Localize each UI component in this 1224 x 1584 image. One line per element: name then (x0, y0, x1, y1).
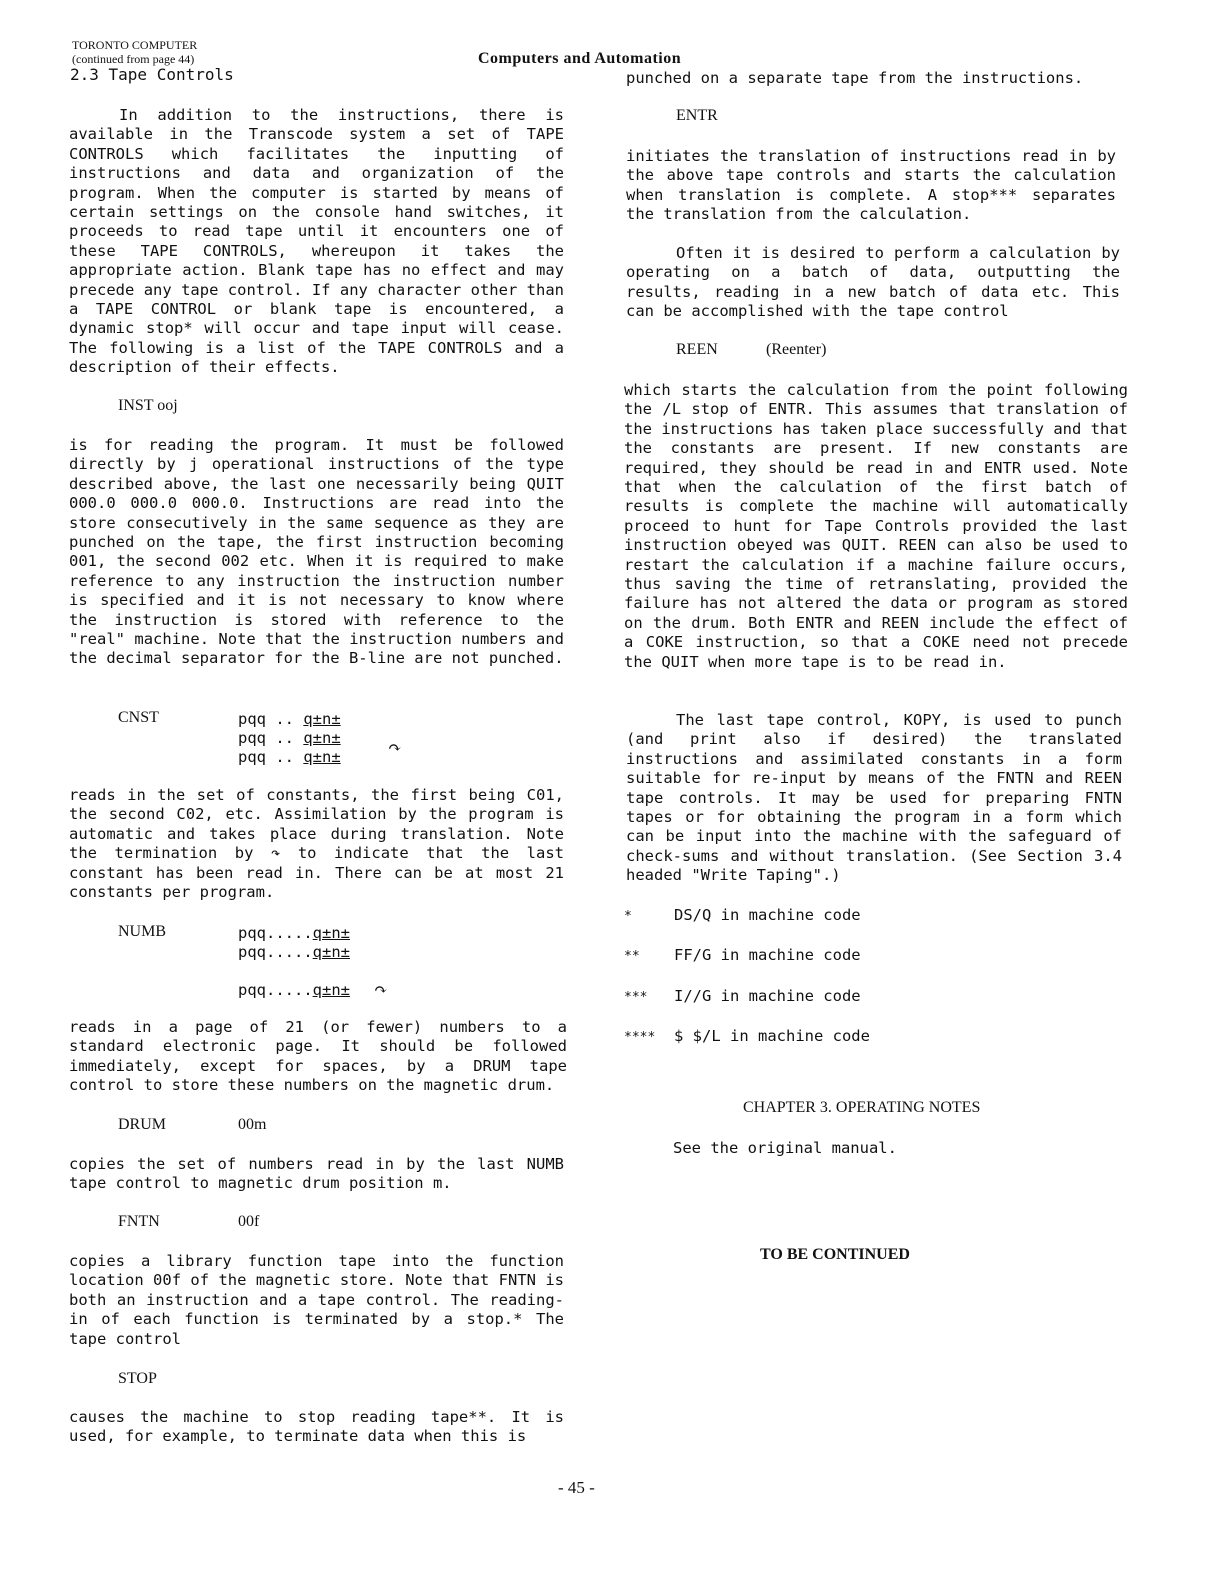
numb-lines (238, 924, 387, 1000)
numb-line: pqq..... (238, 924, 313, 942)
running-head-title: TORONTO COMPUTER (72, 38, 198, 52)
footnote-mark: ** (624, 949, 640, 965)
inst-code: INST ooj (118, 397, 178, 414)
numb-line: pqq..... (238, 981, 313, 999)
paragraph-batch: Often it is desired to perform a calculation by operating on a batch of data, outputting the results, reading in a new batch of data etc. This can be accomplished with the tape control (626, 244, 1120, 321)
footnote-mark: *** (624, 989, 648, 1005)
journal-title: Computers and Automation (478, 50, 682, 67)
footnote-mark: * (624, 909, 632, 924)
footnote (624, 1027, 870, 1047)
footnote-text: I//G in machine code (674, 986, 861, 1005)
paragraph-inst: is for reading the program. It must be followed directly by j operational instructions of the type described above, the last one necessarily being QUIT 000.0 000.0 000.0. Instructions are read into the store consecutively in the same sequence as they are punched on the tape, the first instruction becoming 001, the second 002 etc. When it is required to make reference to any instruction the instruction number is specified and it is not necessary to know where the instruction is stored with reference to the "real" machine. Note that the instruction numbers and the decimal separator for the B-line are not punched. (69, 436, 564, 668)
footnote (624, 946, 870, 966)
paragraph-cnst: reads in the set of constants, the first being C01, the second C02, etc. Assimilation by the program is automatic and takes place during translation. Note the termination by ↷ to indicate that the last constant has been read in. There can be at most 21 constants per program. (69, 786, 564, 902)
cnst-tail: q±n± (303, 710, 341, 728)
drum-arg: 00m (238, 1116, 267, 1133)
numb-tail: q±n± (312, 924, 350, 942)
cnst-line: pqq .. (238, 710, 304, 728)
paragraph-entr: initiates the translation of instructions read in by the above tape controls and starts the calculation when translation is complete. A stop*** separates the translation from the calculation. (626, 147, 1116, 224)
footnote-list (624, 906, 870, 1048)
see-manual-note: See the original manual. (673, 1139, 897, 1157)
reen-code: REEN (676, 341, 718, 358)
cnst-code: CNST (118, 709, 159, 726)
footnote-text: $ $/L in machine code (674, 1027, 870, 1046)
paragraph-stop: causes the machine to stop reading tape**. It is used, for example, to terminate data when this is (69, 1408, 564, 1446)
stop-code: STOP (118, 1370, 157, 1387)
footnote-text: DS/Q in machine code (674, 906, 861, 924)
footnote (624, 987, 870, 1007)
cnst-terminator: ↷ (388, 740, 402, 757)
paragraph-numb: reads in a page of 21 (or fewer) numbers to a standard electronic page. It should be followed immediately, except for spaces, by a DRUM tape control to store these numbers on the magnetic drum. (69, 1018, 567, 1095)
cnst-line: pqq .. (238, 729, 304, 747)
paragraph-continuation: punched on a separate tape from the instructions. (626, 69, 1084, 87)
cnst-line: pqq .. (238, 748, 304, 766)
fntn-code: FNTN (118, 1213, 160, 1230)
paragraph-intro: In addition to the instructions, there is available in the Transcode system a set of TAPE CONTROLS which facilitates the inputting of instructions and data and organization of the program. When the computer is started by means of certain settings on the console hand switches, it proceeds to read tape until it encounters one of these TAPE CONTROLS, whereupon it takes the appropriate action. Blank tape has no effect and may precede any tape control. If any character other than a TAPE CONTROL or blank tape is encountered, a dynamic stop* will occur and tape input will cease. The following is a list of the TAPE CONTROLS and a description of their effects. (69, 106, 564, 377)
to-be-continued: TO BE CONTINUED (760, 1246, 910, 1263)
continued-note: (continued from page 44) (72, 52, 195, 66)
paragraph-drum: copies the set of numbers read in by the last NUMB tape control to magnetic drum position m. (69, 1155, 564, 1193)
left-column (69, 106, 564, 378)
numb-code: NUMB (118, 923, 167, 940)
footnote-text: FF/G in machine code (674, 946, 861, 965)
section-heading: 2.3 Tape Controls (70, 65, 234, 84)
drum-code: DRUM (118, 1116, 167, 1133)
numb-tail: q±n± (312, 943, 350, 961)
paragraph-reen: which starts the calculation from the point following the /L stop of ENTR. This assumes that translation of the instructions has taken place successfully and that the constants are present. If new constants are required, they should be read in and ENTR used. Note that when the calculation of the first batch of results is complete the machine will automatically proceed to hunt for Tape Controls provided the last instruction obeyed was QUIT. REEN can also be used to restart the calculation if a machine failure occurs, thus saving the time of retranslating, provided the failure has not altered the data or program as stored on the drum. Both ENTR and REEN include the effect of a COKE instruction, so that a COKE need not precede the QUIT when more tape is to be read in. (624, 381, 1128, 671)
page-number: - 45 - (558, 1478, 595, 1497)
paragraph-fntn: copies a library function tape into the function location 00f of the magnetic store. Note that FNTN is both an instruction and a tape control. The reading-in of each function is terminated by a stop.* The tape control (69, 1252, 564, 1348)
numb-tail: q±n± (312, 981, 350, 999)
footnote-mark: **** (624, 1030, 656, 1046)
footnote (624, 906, 870, 926)
reen-note: (Reenter) (766, 341, 827, 358)
cnst-lines (238, 710, 341, 767)
cnst-tail: q±n± (303, 748, 341, 766)
entr-code: ENTR (676, 107, 718, 124)
chapter-heading: CHAPTER 3. OPERATING NOTES (743, 1099, 981, 1116)
numb-terminator: ↷ (373, 982, 388, 999)
numb-line: pqq..... (238, 943, 313, 961)
cnst-tail: q±n± (303, 729, 341, 747)
paragraph-kopy: The last tape control, KOPY, is used to punch (and print also if desired) the translated instructions and assimilated constants in a form suitable for re-input by means of the FNTN and REEN tape controls. It may be used for preparing FNTN tapes or for obtaining the program in a form which can be input into the machine with the safeguard of check-sums and without translation. (See Section 3.4 headed "Write Taping".) (626, 711, 1122, 885)
fntn-arg: 00f (238, 1213, 260, 1230)
